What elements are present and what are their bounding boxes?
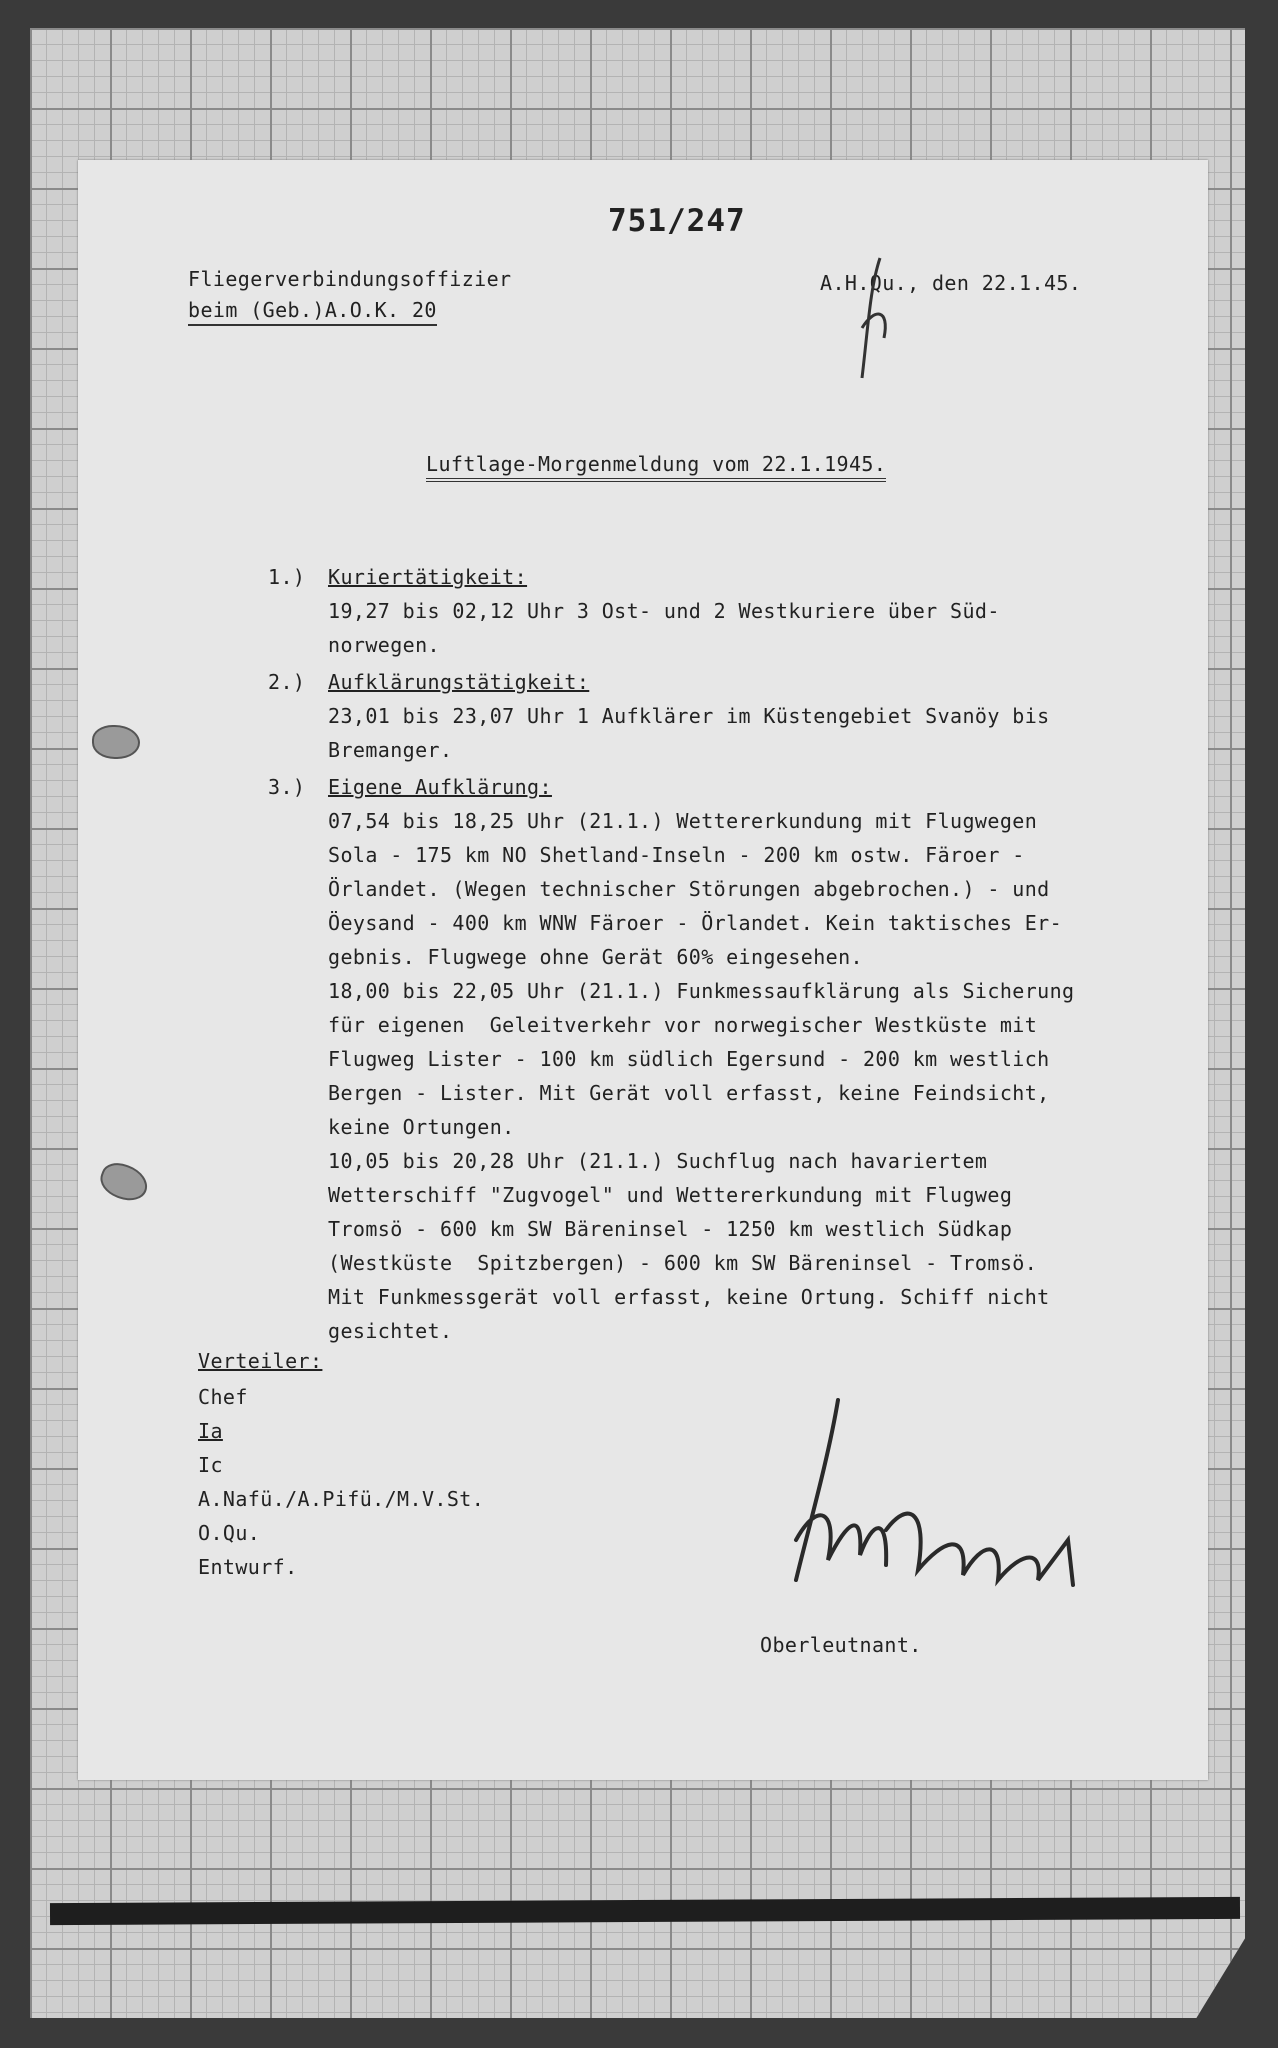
- initial-mark: [840, 248, 910, 388]
- item-text-line: gesichtet.: [328, 1319, 453, 1343]
- item-text-line: Bremanger.: [328, 738, 453, 762]
- distribution-item: Chef: [198, 1385, 248, 1409]
- item-text-line: 10,05 bis 20,28 Uhr (21.1.) Suchflug nach havariertem: [328, 1149, 988, 1173]
- item-heading: Eigene Aufklärung:: [328, 775, 552, 799]
- paper-clip-mark: [96, 1158, 153, 1206]
- distribution-heading: Verteiler:: [198, 1349, 323, 1373]
- item-text-line: gebnis. Flugwege ohne Gerät 60% eingesehen.: [328, 945, 863, 969]
- item-text-line: 07,54 bis 18,25 Uhr (21.1.) Wettererkundung mit Flugwegen: [328, 809, 1038, 833]
- item-text-line: Sola - 175 km NO Shetland-Inseln - 200 km ostw. Färoer -: [328, 843, 1025, 867]
- item-text-line: für eigenen Geleitverkehr vor norwegischer Westküste mit: [328, 1013, 1038, 1037]
- sender-line-1: Fliegerverbindungsoffizier: [188, 267, 512, 291]
- item-text-line: Bergen - Lister. Mit Gerät voll erfasst, keine Feindsicht,: [328, 1081, 1050, 1105]
- handwritten-signature: [768, 1390, 1128, 1590]
- sender-line-2: beim (Geb.)A.O.K. 20: [188, 296, 437, 326]
- document-sheet: [78, 160, 1208, 1780]
- item-heading: Kuriertätigkeit:: [328, 565, 528, 589]
- item-text-line: 19,27 bis 02,12 Uhr 3 Ost- und 2 Westkuriere über Süd-: [328, 599, 1000, 623]
- document-number: 751/247: [608, 203, 746, 239]
- item-text-line: norwegen.: [328, 633, 440, 657]
- distribution-item: Ic: [198, 1453, 223, 1477]
- item-number: 1.): [268, 565, 306, 589]
- paper-clip-mark: [92, 725, 140, 759]
- report-title: Luftlage-Morgenmeldung vom 22.1.1945.: [426, 450, 886, 482]
- item-text-line: Örlandet. (Wegen technischer Störungen abgebrochen.) - und: [328, 877, 1050, 901]
- item-text-line: 18,00 bis 22,05 Uhr (21.1.) Funkmessaufklärung als Sicherung: [328, 979, 1075, 1003]
- item-text-line: (Westküste Spitzbergen) - 600 km SW Bäreninsel - Tromsö.: [328, 1251, 1038, 1275]
- item-text-line: keine Ortungen.: [328, 1115, 515, 1139]
- item-text-line: Mit Funkmessgerät voll erfasst, keine Ortung. Schiff nicht: [328, 1285, 1050, 1309]
- item-text-line: Öeysand - 400 km WNW Färoer - Örlandet. Kein taktisches Er-: [328, 911, 1063, 935]
- item-heading: Aufklärungstätigkeit:: [328, 670, 590, 694]
- item-text-line: Wetterschiff "Zugvogel" und Wettererkundung mit Flugweg: [328, 1183, 1013, 1207]
- distribution-item: Ia: [198, 1419, 223, 1443]
- item-number: 2.): [268, 670, 306, 694]
- item-text-line: Tromsö - 600 km SW Bäreninsel - 1250 km westlich Südkap: [328, 1217, 1013, 1241]
- distribution-item: A.Nafü./A.Pifü./M.V.St.: [198, 1487, 485, 1511]
- item-text-line: Flugweg Lister - 100 km südlich Egersund - 200 km westlich: [328, 1047, 1050, 1071]
- item-number: 3.): [268, 775, 306, 799]
- distribution-item: O.Qu.: [198, 1521, 261, 1545]
- place-date: A.H.Qu., den 22.1.45.: [820, 271, 1082, 295]
- item-text-line: 23,01 bis 23,07 Uhr 1 Aufklärer im Küstengebiet Svanöy bis: [328, 704, 1050, 728]
- distribution-item: Entwurf.: [198, 1555, 298, 1579]
- signatory-rank: Oberleutnant.: [760, 1633, 922, 1657]
